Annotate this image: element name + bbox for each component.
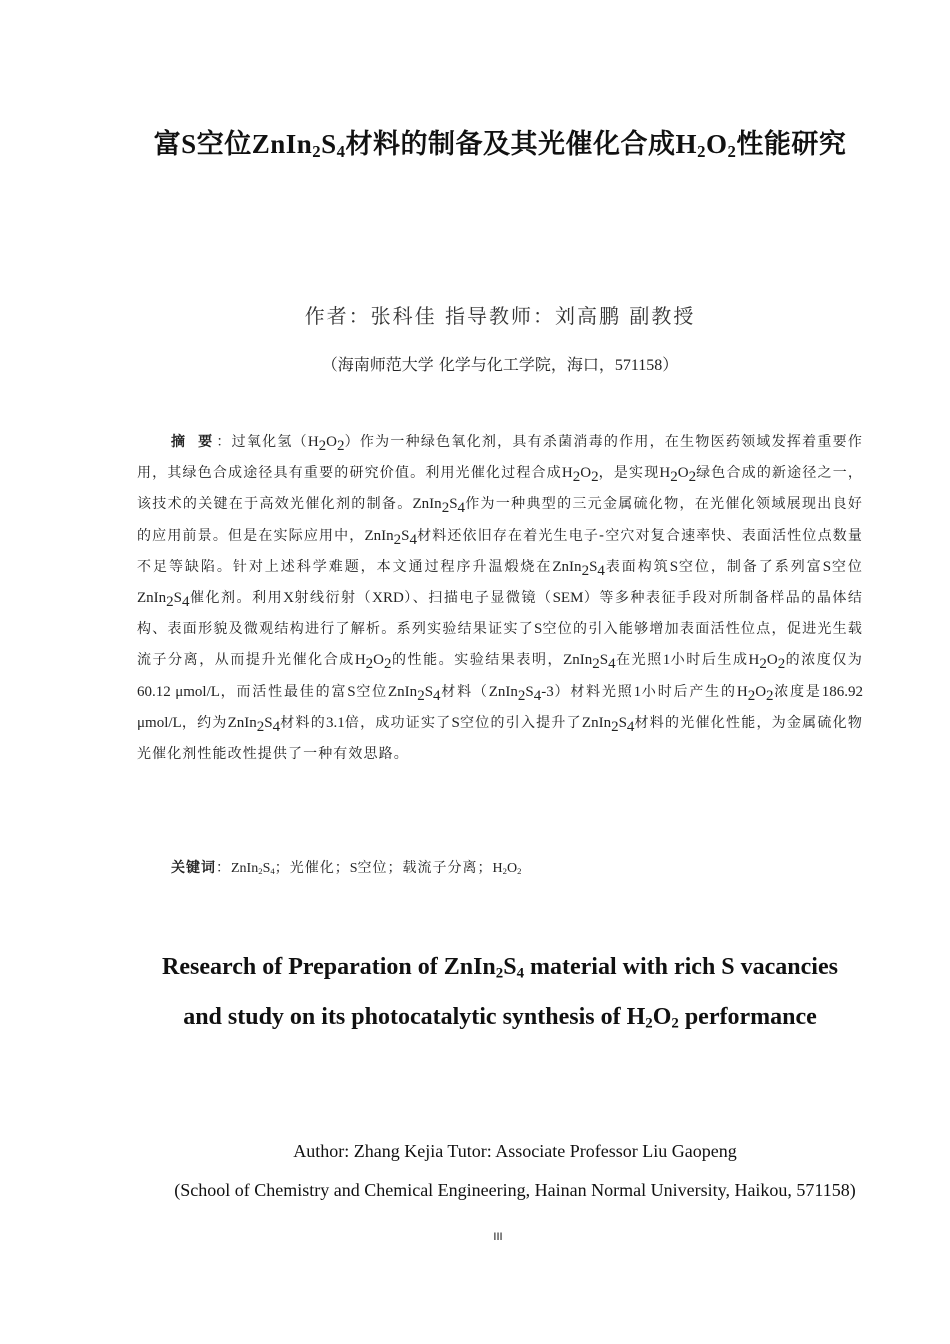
chinese-title	[130, 118, 870, 171]
abstract-text: O	[580, 465, 592, 482]
title-text: H	[675, 129, 698, 159]
abstract-text: 小时后产生的	[641, 683, 737, 700]
abstract-text: ZnIn	[388, 683, 418, 700]
title-text: S	[503, 954, 517, 980]
abstract-text: 1	[633, 683, 642, 700]
abstract-text: ZnIn	[227, 714, 257, 731]
abstract-text: 催化剂。利用	[189, 590, 284, 607]
keywords-label: 关键词	[171, 860, 216, 876]
title-text: 性能研究	[736, 129, 847, 160]
abstract-text: H	[659, 465, 671, 482]
abstract-text: S	[401, 527, 410, 544]
abstract-text: 的性能。实验结果表明，	[391, 652, 564, 669]
abstract-text: H	[561, 465, 573, 482]
title-text: 材料的制备及其光催化合成	[345, 129, 676, 160]
abstract-text: ZnIn	[137, 590, 167, 607]
abstract-text: 材料的光催化性能，为金属硫化物光催化剂性能改性提供了一种有效思路。	[137, 714, 863, 763]
abstract-subscript: 4	[626, 718, 635, 735]
abstract-subscript: 2	[441, 500, 450, 517]
abstract-subscript: 2	[337, 437, 345, 454]
abstract-text: ZnIn	[488, 683, 518, 700]
title-text: 富	[153, 129, 182, 160]
title-subscript: 2	[645, 1015, 653, 1032]
abstract-subscript: 2	[318, 437, 327, 454]
abstract-text: ZnIn	[412, 496, 442, 513]
abstract-subscript: 2	[256, 718, 265, 735]
keyword-subscript: 2	[517, 866, 522, 877]
abstract-text: 空位，制备了系列富	[678, 558, 823, 575]
abstract-text: 空位	[831, 558, 863, 575]
english-author-line: Author: Zhang Kejia Tutor: Associate Professor Liu Gaopeng	[293, 1141, 737, 1161]
abstract-text: 作为一种典型的三元金属硫化物，在光催化领域展现出良好的应用前景。但是在实际应用中，	[137, 496, 863, 544]
english-title	[150, 942, 850, 1042]
abstract-text: S	[618, 714, 627, 731]
chinese-affiliation	[0, 352, 950, 375]
keyword: 载流子分离	[402, 860, 478, 876]
abstract-subscript: 2	[670, 468, 678, 485]
keyword-subscript: 4	[270, 866, 275, 877]
abstract-text: 过氧化氢（	[231, 434, 308, 450]
keyword: H	[492, 861, 503, 876]
abstract-subscript: 4	[457, 500, 466, 517]
chinese-abstract	[137, 427, 863, 770]
abstract-text: S	[264, 714, 273, 731]
keyword: S	[349, 861, 358, 876]
keyword-subscript: 2	[258, 866, 263, 877]
keyword-separator: ；	[274, 860, 290, 876]
abstract-text: ）、扫描电子显微镜（	[403, 590, 553, 607]
abstract-subscript: 2	[384, 656, 392, 673]
abstract-text: ，而活性最佳的富	[219, 683, 348, 700]
title-text: Research of Preparation of ZnIn	[162, 954, 496, 980]
keyword: 空位	[357, 860, 388, 876]
abstract-subscript: 2	[777, 656, 786, 673]
abstract-text: ）等多种表征手段对所制备样品的晶体结构、表面形貌及微观结构进行了解析。系列实验结果证实了	[137, 590, 864, 638]
abstract-value: 3.1	[325, 714, 345, 731]
abstract-text: 在光照	[615, 652, 663, 669]
abstract-text: SEM	[552, 590, 584, 607]
abstract-text: 空位	[355, 683, 389, 700]
keyword: ZnIn	[231, 861, 259, 876]
abstract-text: S	[589, 558, 598, 575]
page-number: III	[493, 1231, 503, 1243]
title-text: 空位	[196, 129, 252, 160]
title-text: S	[321, 129, 337, 159]
title-subscript: 2	[312, 142, 322, 162]
abstract-text: ）材料光照	[553, 683, 634, 700]
abstract-text: H	[354, 652, 366, 669]
affiliation-text: ）	[662, 355, 679, 374]
keyword-separator: ；	[334, 860, 350, 876]
title-text: ZnIn	[251, 129, 313, 159]
keyword-separator: ；	[477, 860, 493, 876]
abstract-subscript: 4	[608, 656, 616, 673]
title-text: material with rich S vacancies and study on its photocatalytic synthesis of H	[183, 954, 838, 1030]
abstract-text: 材料（	[440, 683, 489, 700]
abstract-subscript: 2	[759, 656, 767, 673]
title-subscript: 4	[516, 965, 525, 982]
keyword: O	[506, 861, 518, 876]
abstract-text: O	[755, 683, 767, 700]
title-subscript: 2	[727, 142, 737, 162]
abstract-text: 表面构筑	[604, 558, 670, 575]
abstract-text: S	[525, 683, 534, 700]
abstract-subscript: 2	[766, 687, 774, 704]
affiliation-text: （海南师范大学 化学与化工学院，海口，	[321, 355, 615, 374]
abstract-text: ZnIn	[552, 558, 582, 575]
abstract-text: -3	[541, 683, 554, 700]
abstract-subscript: 2	[365, 656, 374, 673]
abstract-text: S	[347, 683, 356, 700]
abstract-subscript: 2	[747, 687, 756, 704]
keyword: 光催化	[289, 860, 335, 876]
abstract-subscript: 2	[611, 718, 619, 735]
title-text: O	[652, 1004, 672, 1030]
abstract-subscript: 2	[688, 468, 697, 485]
keywords-colon: ：	[216, 860, 231, 876]
abstract-text: ，是实现	[598, 465, 660, 482]
abstract-text: H	[748, 652, 760, 669]
abstract-text: X	[283, 590, 294, 607]
abstract-text: ，约为	[181, 714, 228, 731]
abstract-text: O	[373, 652, 384, 669]
abstract-subscript: 2	[572, 468, 581, 485]
title-text: O	[705, 129, 728, 159]
abstract-text: XRD	[372, 590, 404, 607]
abstract-subscript: 4	[433, 687, 441, 704]
abstract-subscript: 4	[409, 531, 417, 548]
abstract-colon: ：	[216, 434, 232, 450]
abstract-subscript: 2	[517, 687, 526, 704]
english-affiliation: (School of Chemistry and Chemical Engineering, Hainan Normal University, Haikou, 571158)	[174, 1180, 856, 1200]
chinese-author-line: 作者：张科佳 指导教师：刘高鹏 副教授	[304, 304, 696, 328]
abstract-subscript: 4	[533, 687, 542, 704]
abstract-text: H	[736, 683, 748, 700]
abstract-value: 186.92 μmol/L	[137, 683, 863, 731]
abstract-text: O	[766, 652, 778, 669]
abstract-subscript: 2	[393, 531, 402, 548]
title-subscript: 2	[671, 1015, 679, 1032]
abstract-text: ZnIn	[364, 527, 394, 544]
abstract-text: S	[822, 558, 832, 575]
abstract-text: 的浓度仅为	[785, 652, 863, 669]
title-text: performance	[678, 1004, 817, 1030]
abstract-subscript: 4	[272, 718, 281, 735]
abstract-text: 材料的	[280, 714, 326, 731]
abstract-text: 绿色合成的新途径之一，该技术的关键在于高效光催化剂的制备。	[137, 465, 863, 513]
abstract-text: S	[173, 590, 183, 607]
abstract-text: 小时后生成	[670, 652, 749, 669]
abstract-text: S	[449, 496, 458, 513]
title-subscript: 4	[336, 142, 346, 162]
abstract-text: ZnIn	[563, 652, 593, 669]
abstract-text: 浓度是	[773, 683, 822, 700]
chinese-keywords	[171, 857, 521, 877]
keyword: S	[262, 861, 271, 876]
abstract-text: O	[326, 434, 338, 450]
title-text: S	[181, 129, 197, 159]
abstract-text: 空位的引入能够增加表面活性位点，促进光生载流子分离，从而提升光催化合成	[137, 621, 863, 669]
abstract-subscript: 4	[597, 562, 605, 579]
abstract-subscript: 2	[166, 593, 174, 610]
abstract-text: S	[424, 683, 434, 700]
abstract-text: O	[677, 465, 689, 482]
abstract-text: 材料还依旧存在着光生电子-空穴对复合速率快、表面活性位点数量不足等缺陷。针对上述科学难题，本文通过程序升温煅烧在	[137, 527, 863, 575]
abstract-subscript: 2	[417, 687, 425, 704]
abstract-value: 60.12 μmol/L	[137, 683, 220, 700]
abstract-text: S	[669, 558, 679, 575]
abstract-text: 射线衍射（	[294, 590, 373, 607]
abstract-text: S	[534, 621, 543, 638]
abstract-text: S	[451, 714, 460, 731]
postal-code: 571158	[614, 357, 663, 374]
keyword-separator: ；	[387, 860, 403, 876]
abstract-text: H	[307, 434, 319, 450]
abstract-text: ）作为一种绿色氧化剂，具有杀菌消毒的作用，在生物医药领域发挥着重要作用，其绿色合成途径具有重要的研究价值。利用光催化过程合成	[137, 434, 863, 482]
abstract-label: 摘 要	[171, 434, 217, 450]
abstract-subscript: 2	[591, 468, 599, 485]
abstract-text: S	[599, 652, 609, 669]
keyword-subscript: 2	[502, 866, 507, 877]
abstract-text: 空位的引入提升了	[459, 714, 582, 731]
abstract-subscript: 2	[592, 656, 600, 673]
title-subscript: 2	[495, 965, 504, 982]
abstract-subscript: 4	[182, 593, 190, 610]
abstract-text: 1	[662, 652, 671, 669]
title-subscript: 2	[697, 142, 706, 162]
abstract-text: 倍，成功证实了	[344, 714, 452, 731]
abstract-text: ZnIn	[581, 714, 612, 731]
abstract-subscript: 2	[581, 562, 590, 579]
